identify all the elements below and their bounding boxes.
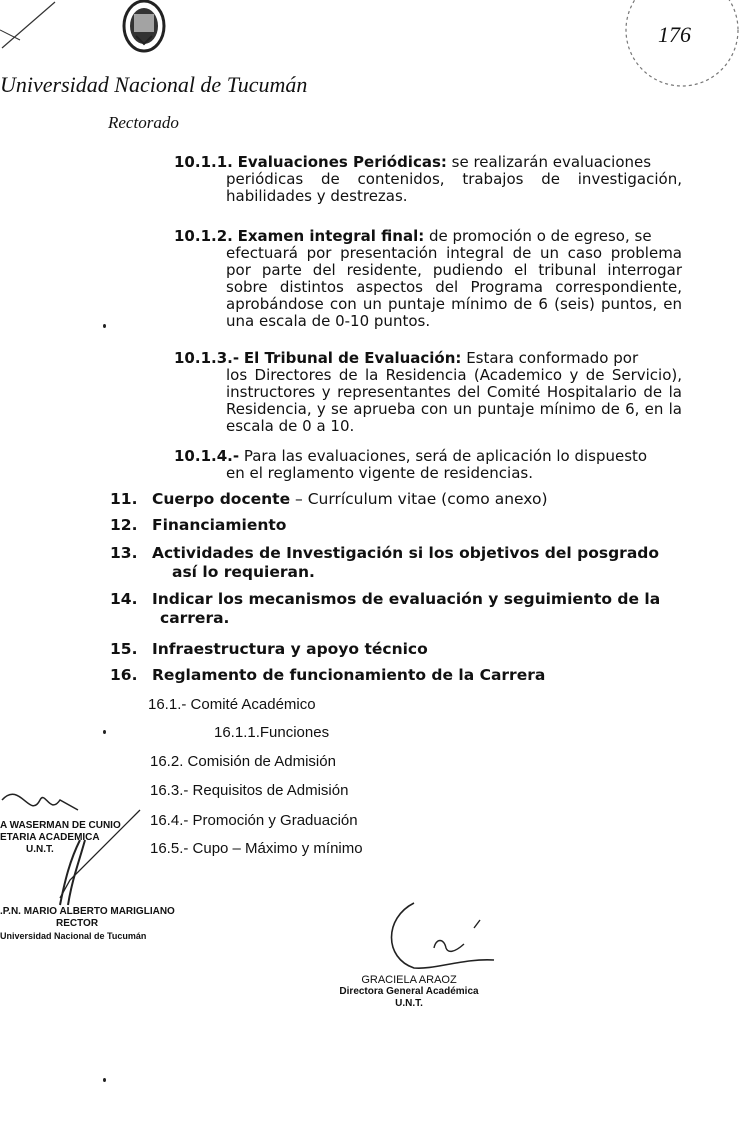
item-number: 12. <box>110 516 138 534</box>
signature-line: U.N.T. <box>26 844 54 855</box>
university-seal-icon <box>116 0 172 60</box>
item-number: 13. <box>110 544 138 562</box>
signature-line: Directora General Académica <box>339 986 479 997</box>
section-10-1-4 <box>174 448 682 482</box>
section-10-1-1 <box>174 154 682 205</box>
item-title: Cuerpo docente <box>152 490 291 508</box>
section-10-1-3 <box>174 350 682 435</box>
item-title: Reglamento de funcionamiento de la Carrera <box>152 666 546 684</box>
signature-line: ETARIA ACADEMICA <box>0 832 100 843</box>
item-title: Infraestructura y apoyo técnico <box>152 640 428 658</box>
section-title: Examen integral final: <box>237 227 425 245</box>
section-body: los Directores de la Residencia (Academico y de Servicio), instructores y representantes del Comité Hospitalario de la Residencia, y se aprueba con un puntaje mínimo de 6, en la escala de 0 a 10. <box>226 366 682 435</box>
section-text: de promoción o de egreso, se <box>424 227 652 245</box>
subitem: 16.4.- Promoción y Graduación <box>150 812 358 829</box>
item-number: 15. <box>110 640 138 658</box>
item-13 <box>110 544 710 582</box>
item-number: 16. <box>110 666 138 684</box>
ink-dot <box>103 730 106 734</box>
ink-dot <box>103 324 106 328</box>
section-body: en el reglamento vigente de residencias. <box>226 464 533 482</box>
signature-line: GRACIELA ARAOZ <box>361 974 457 986</box>
subitem: 16.5.- Cupo – Máximo y mínimo <box>150 840 363 857</box>
signature-line: Universidad Nacional de Tucumán <box>0 931 147 941</box>
section-10-1-2 <box>174 228 682 330</box>
item-continuation: carrera. <box>160 609 230 627</box>
section-number: 10.1.1. <box>174 153 233 171</box>
subitem: 16.1.1.Funciones <box>214 724 330 741</box>
signature-block-director <box>334 974 484 1010</box>
ink-dot <box>103 1078 106 1082</box>
subitem: 16.3.- Requisitos de Admisión <box>150 782 349 799</box>
item-number: 14. <box>110 590 138 608</box>
item-continuation: así lo requieran. <box>172 563 315 581</box>
folio-stamp <box>618 0 747 104</box>
section-text: Para las evaluaciones, será de aplicación lo dispuesto <box>239 447 648 465</box>
item-15 <box>110 640 710 659</box>
item-12 <box>110 516 710 535</box>
signature-line: U.N.T. <box>395 998 423 1009</box>
item-title: Financiamiento <box>152 516 287 534</box>
section-text: Estara conformado por <box>461 349 639 367</box>
handwritten-signature <box>374 898 504 982</box>
section-number: 10.1.3.- <box>174 349 240 367</box>
item-title: Indicar los mecanismos de evaluación y seguimiento de la <box>152 590 661 608</box>
section-number: 10.1.4.- <box>174 447 240 465</box>
university-name: Universidad Nacional de Tucumán <box>0 72 308 97</box>
section-body: periódicas de contenidos, trabajos de investigación, habilidades y destrezas. <box>226 170 682 205</box>
section-number: 10.1.2. <box>174 227 233 245</box>
section-text: se realizarán evaluaciones <box>446 153 652 171</box>
pen-mark <box>0 0 60 54</box>
item-suffix: – Currículum vitae (como anexo) <box>290 490 548 508</box>
item-title: Actividades de Investigación si los objetivos del posgrado <box>152 544 660 562</box>
stamp-number: 176 <box>658 22 691 47</box>
item-number: 11. <box>110 490 138 508</box>
item-16 <box>110 666 710 685</box>
section-title: Evaluaciones Periódicas: <box>237 153 447 171</box>
item-14 <box>110 590 710 628</box>
signature-block-secretary <box>0 820 121 856</box>
section-body: efectuará por presentación integral de un caso problema por parte del residente, pudiendo el tribunal interrogar sobre distintos aspectos del Programa correspondiente, aprobándose con un puntaje mínimo de 6 (seis) puntos, en una escala de 0-10 puntos. <box>226 244 682 330</box>
section-title: El Tribunal de Evaluación: <box>243 349 462 367</box>
subitem: 16.1.- Comité Académico <box>148 696 316 713</box>
signature-line: .P.N. MARIO ALBERTO MARIGLIANO <box>0 906 175 917</box>
signature-block-rector <box>0 906 175 942</box>
signature-line: RECTOR <box>56 918 99 929</box>
item-11 <box>110 490 710 509</box>
signature-line: A WASERMAN DE CUNIO <box>0 820 121 831</box>
subitem: 16.2. Comisión de Admisión <box>150 753 336 770</box>
office-name: Rectorado <box>108 113 179 132</box>
